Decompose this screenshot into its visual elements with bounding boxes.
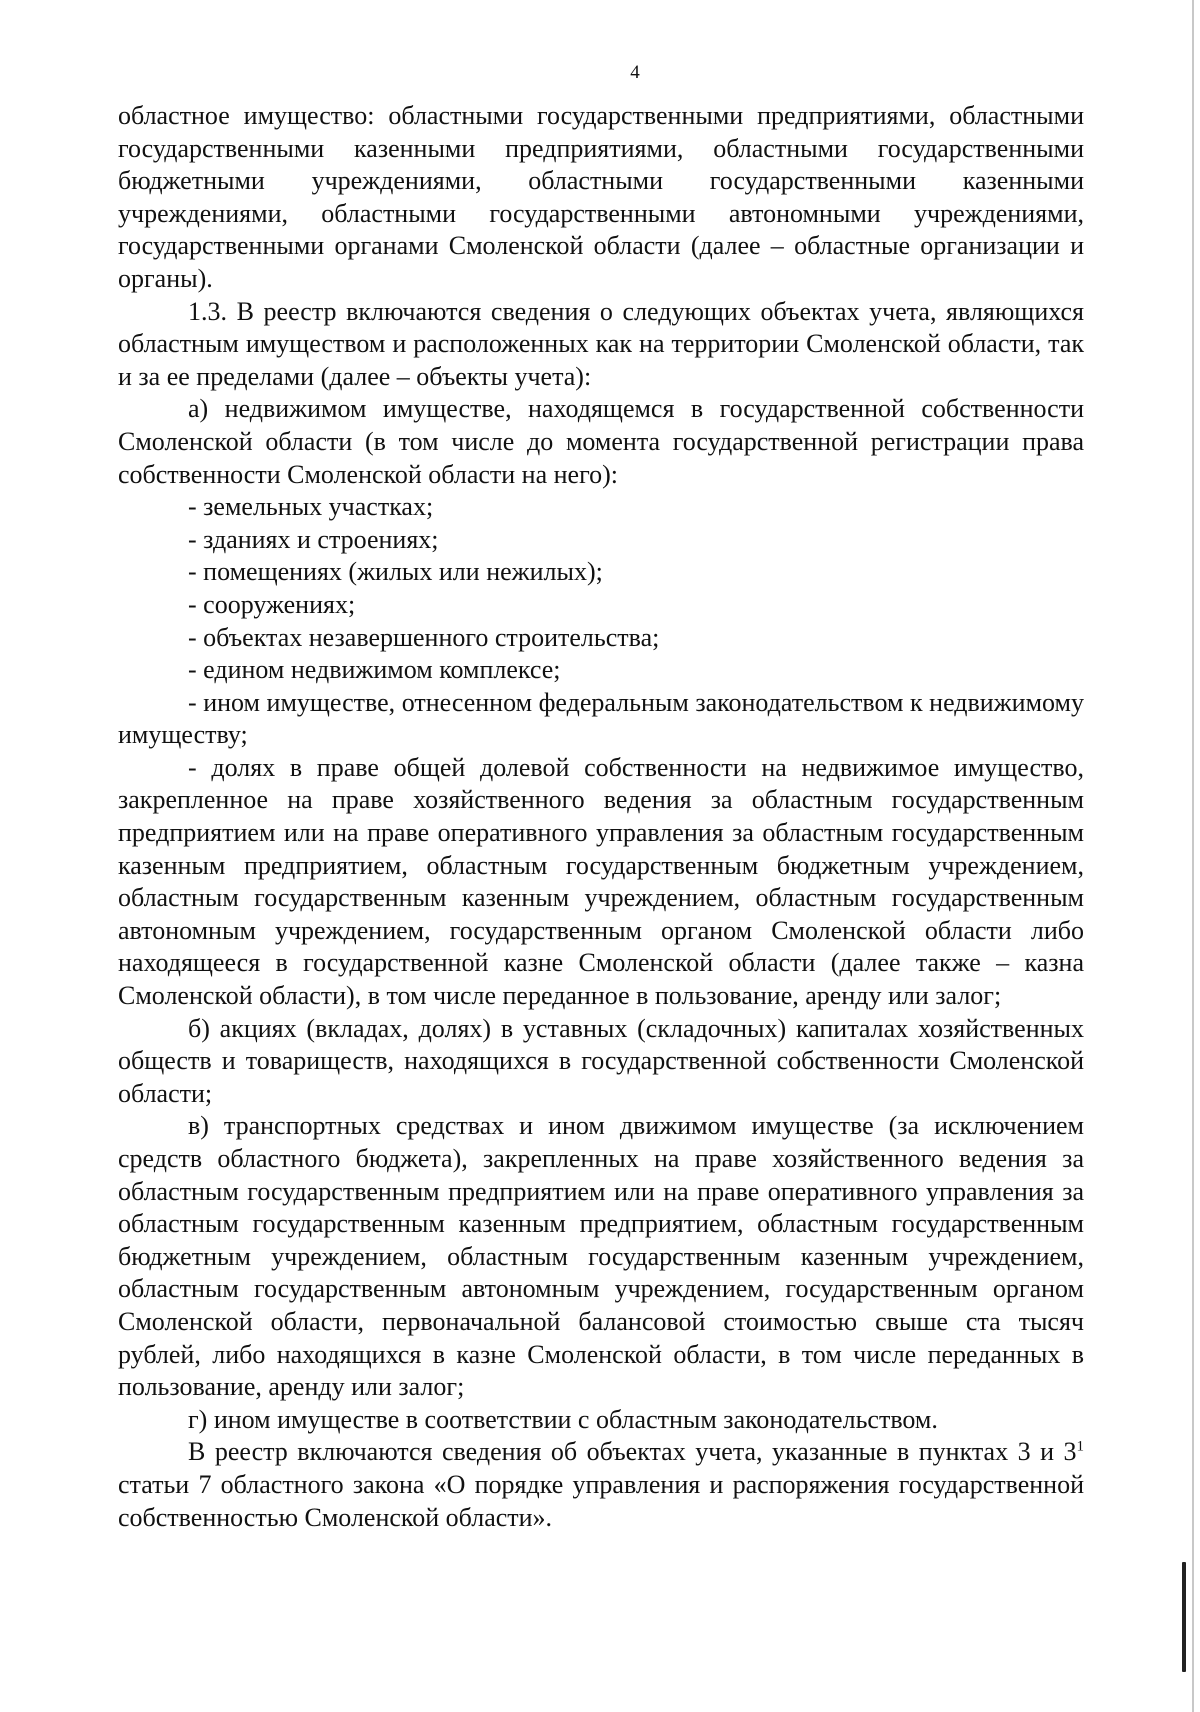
list-item-unfinished-construction: - объектах незавершенного строительства;: [188, 622, 660, 652]
list-item-single-complex: - едином недвижимом комплексе;: [188, 655, 561, 685]
paragraph-b-shares: б) акциях (вкладах, долях) в уставных (складочных) капиталах хозяйственных обществ и товариществ, находящихся в государственной собственности Смоленской области;: [118, 1013, 1084, 1108]
scan-edge-line: [1192, 0, 1194, 1712]
list-item-land-plots: - земельных участках;: [188, 492, 434, 522]
final-text-start: В реестр включаются сведения об объектах учета, указанные в пунктах 3 и 3: [188, 1437, 1077, 1467]
page-number: 4: [630, 62, 640, 83]
paragraph-0: областное имущество: областными государственными предприятиями, областными государственными казенными предприятиями, областными государственными бюджетными учреждениями, областными государственными казенными учреждениями, областными государственными автономными учреждениями, государственными органами Смоленской области (далее – областные организации и органы).: [118, 101, 1084, 293]
document-body: [118, 100, 1084, 1534]
paragraph-2: а) недвижимом имуществе, находящемся в государственной собственности Смоленской области (в том числе до момента государственной регистрации права собственности Смоленской области на него):: [118, 394, 1084, 489]
final-superscript: 1: [1076, 1438, 1084, 1455]
list-item-other-property: - ином имуществе, отнесенном федеральным законодательством к недвижимому имуществу;: [118, 687, 1084, 750]
paragraph-final: [118, 1436, 1084, 1534]
final-text-end: статьи 7 областного закона «О порядке управления и распоряжения государственной собственностью Смоленской области».: [118, 1469, 1084, 1532]
paragraph-v-vehicles: в) транспортных средствах и ином движимом имуществе (за исключением средств областного бюджета), закрепленных на праве хозяйственного ведения за областным государственным предприятием или на праве оперативного управления за областным государственным казенным предприятием, областным государственным бюджетным учреждением, областным государственным казенным учреждением, областным государственным автономным учреждением, государственным органом Смоленской области, первоначальной балансовой стоимостью свыше ста тысяч рублей, либо находящихся в казне Смоленской области, в том числе переданных в пользование, аренду или залог;: [118, 1111, 1084, 1402]
list-item-premises: - помещениях (жилых или нежилых);: [188, 557, 603, 587]
paragraph-g-other: г) ином имуществе в соответствии с областным законодательством.: [188, 1404, 938, 1434]
list-item-structures: - сооружениях;: [188, 589, 356, 619]
list-item-buildings: - зданиях и строениях;: [188, 524, 439, 554]
list-item-shares-in-ownership: - долях в праве общей долевой собственности на недвижимое имущество, закрепленное на праве хозяйственного ведения за областным государственным предприятием или на праве оперативного управления за областным государственным казенным предприятием, областным государственным бюджетным учреждением, областным государственным казенным учреждением, областным государственным автономным учреждением, государственным органом Смоленской области либо находящееся в государственной казне Смоленской области (далее также – казна Смоленской области), в том числе переданное в пользование, аренду или залог;: [118, 752, 1084, 1011]
paragraph-1: 1.3. В реестр включаются сведения о следующих объектах учета, являющихся областным имуществом и расположенных как на территории Смоленской области, так и за ее пределами (далее – объекты учета):: [118, 296, 1084, 391]
scan-edge-mark: [1182, 1562, 1186, 1672]
